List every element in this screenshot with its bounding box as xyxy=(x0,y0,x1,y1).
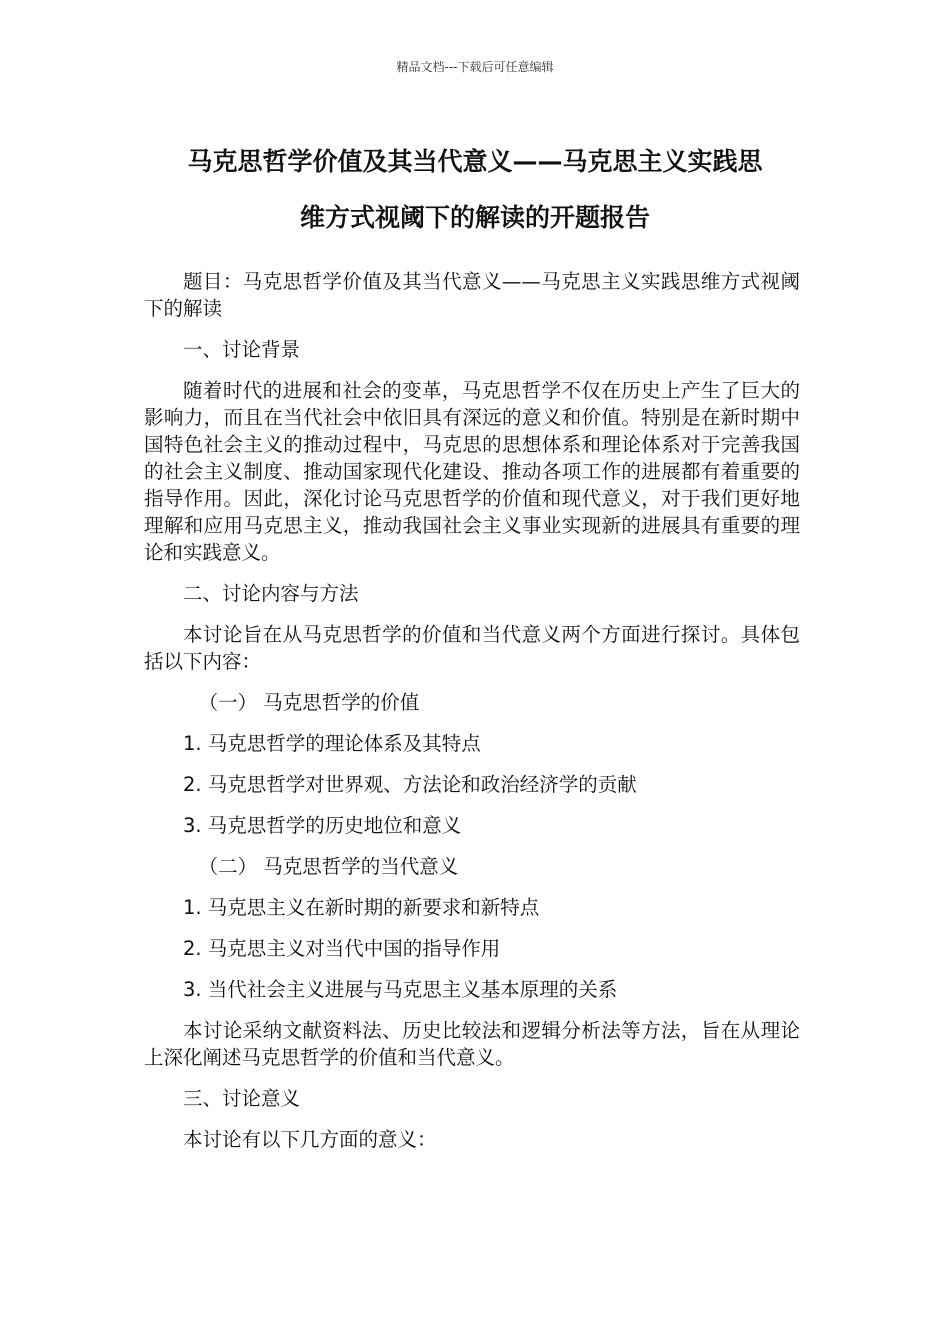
subheading-value: （一） 马克思哲学的价值 xyxy=(198,691,420,714)
document-body xyxy=(144,268,800,1167)
list-item: 2. 马克思哲学对世界观、方法论和政治经济学的贡献 xyxy=(183,773,637,796)
content-intro-paragraph: 本讨论旨在从马克思哲学的价值和当代意义两个方面进行探讨。具体包括以下内容： xyxy=(144,623,800,673)
header-note: 精品文档---下载后可任意编辑 xyxy=(396,60,554,74)
list-item: 1. 马克思主义在新时期的新要求和新特点 xyxy=(183,896,540,919)
list-item: 3. 马克思哲学的历史地位和意义 xyxy=(183,814,462,837)
list-item: 3. 当代社会主义进展与马克思主义基本原理的关系 xyxy=(183,978,618,1001)
section-heading-content-method: 二、讨论内容与方法 xyxy=(183,582,359,605)
list-item: 2. 马克思主义对当代中国的指导作用 xyxy=(183,937,501,960)
topic-paragraph: 题目：马克思哲学价值及其当代意义——马克思主义实践思维方式视阈下的解读 xyxy=(144,270,800,320)
significance-intro-paragraph: 本讨论有以下几方面的意义： xyxy=(183,1128,437,1151)
list-item: 1. 马克思哲学的理论体系及其特点 xyxy=(183,732,481,755)
title-line-1: 马克思哲学价值及其当代意义——马克思主义实践思 xyxy=(187,147,763,176)
method-paragraph: 本讨论采纳文献资料法、历史比较法和逻辑分析法等方法，旨在从理论上深化阐述马克思哲学的价值和当代意义。 xyxy=(144,1019,800,1069)
background-paragraph: 随着时代的进展和社会的变革，马克思哲学不仅在历史上产生了巨大的影响力，而且在当代社会中依旧具有深远的意义和价值。特别是在新时期中国特色社会主义的推动过程中，马克思的思想体系和理论体系对于完善我国的社会主义制度、推动国家现代化建设、推动各项工作的进展都有着重要的指导作用。因此，深化讨论马克思哲学的价值和现代意义，对于我们更好地理解和应用马克思主义，推动我国社会主义事业实现新的进展具有重要的理论和实践意义。 xyxy=(144,379,800,564)
section-heading-significance: 三、讨论意义 xyxy=(183,1087,301,1110)
document-title xyxy=(120,134,830,246)
subheading-contemporary-significance: （二） 马克思哲学的当代意义 xyxy=(198,855,459,878)
section-heading-background: 一、讨论背景 xyxy=(183,338,301,361)
title-line-2: 维方式视阈下的解读的开题报告 xyxy=(299,203,650,232)
